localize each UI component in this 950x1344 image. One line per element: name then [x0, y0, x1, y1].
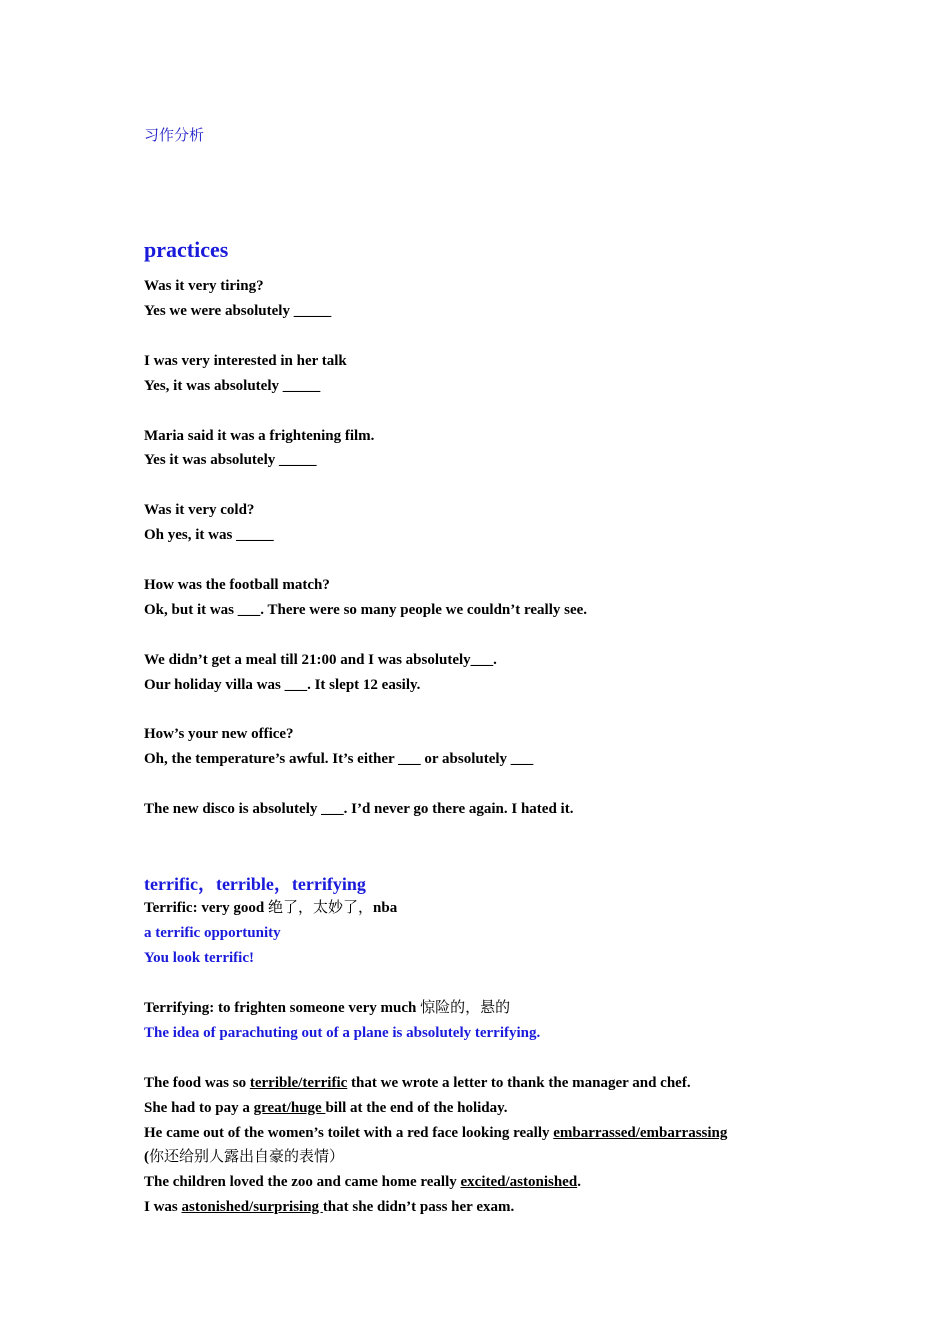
exercise-sentence-3	[144, 1123, 727, 1143]
practice-question-3: Maria said it was a frightening film.	[144, 428, 375, 444]
practice-question-7: How’s your new office?	[144, 726, 294, 742]
exercise-1-post: that we wrote a letter to thank the manager and chef.	[347, 1075, 691, 1091]
terrific-title: terrific，terrible，terrifying	[144, 874, 366, 894]
terrifying-example: The idea of parachuting out of a plane is absolutely terrifying.	[144, 1025, 541, 1041]
exercise-2-choice: great/huge	[253, 1100, 326, 1116]
practice-question-6: We didn’t get a meal till 21:00 and I was absolutely___.	[144, 652, 497, 668]
terrifying-definition	[144, 998, 510, 1018]
exercise-3-choice: embarrassed/embarrassing	[553, 1125, 728, 1141]
practice-answer-7: Oh, the temperature’s awful. It’s either ___ or absolutely ___	[144, 751, 534, 767]
practices-title: practices	[144, 237, 229, 262]
terrifying-definition-cn: 惊险的，悬的	[420, 1000, 511, 1016]
practice-last: The new disco is absolutely ___. I’d never go there again. I hated it.	[144, 801, 574, 817]
exercise-4-post: .	[577, 1174, 581, 1190]
practice-answer-4: Oh yes, it was _____	[144, 527, 274, 543]
practice-answer-5: Ok, but it was ___. There were so many people we couldn’t really see.	[144, 602, 588, 618]
practice-question-1: Was it very tiring?	[144, 278, 264, 294]
practice-question-5: How was the football match?	[144, 577, 330, 593]
exercise-2-pre: She had to pay a	[144, 1100, 254, 1116]
exercise-5-choice: astonished/surprising	[181, 1199, 323, 1215]
terrific-example-1: a terrific opportunity	[144, 925, 281, 941]
exercise-4-pre: The children loved the zoo and came home really	[144, 1174, 461, 1190]
exercise-3-note-open: (	[144, 1149, 149, 1165]
terrific-definition-en: Terrific: very good	[144, 900, 268, 916]
terrifying-definition-en: Terrifying: to frighten someone very much	[144, 1000, 421, 1016]
practice-question-2: I was very interested in her talk	[144, 353, 347, 369]
exercise-5-post: that she didn’t pass her exam.	[322, 1199, 515, 1215]
terrific-definition-tail: nba	[373, 900, 398, 916]
practice-answer-2: Yes, it was absolutely _____	[144, 378, 321, 394]
exercise-sentence-2	[144, 1098, 508, 1118]
exercise-sentence-1	[144, 1073, 691, 1093]
exercise-3-pre: He came out of the women’s toilet with a red face looking really	[144, 1125, 554, 1141]
terrific-definition	[144, 898, 397, 918]
practice-question-4: Was it very cold?	[144, 502, 255, 518]
exercise-5-pre: I was	[144, 1199, 182, 1215]
exercise-2-post: bill at the end of the holiday.	[325, 1100, 508, 1116]
exercise-sentence-3-note	[144, 1147, 344, 1167]
practice-answer-1: Yes we were absolutely _____	[144, 303, 332, 319]
exercise-1-pre: The food was so	[144, 1075, 250, 1091]
terrific-example-2: You look terrific!	[144, 950, 254, 966]
terrific-definition-cn: 绝了，太妙了，	[268, 900, 374, 916]
exercise-sentence-4	[144, 1172, 581, 1192]
exercise-1-choice: terrible/terrific	[249, 1075, 348, 1091]
exercise-3-note-cn: 你还给别人露出自豪的表情）	[149, 1149, 345, 1165]
practice-answer-3: Yes it was absolutely _____	[144, 452, 317, 468]
exercise-4-choice: excited/astonished	[460, 1174, 578, 1190]
exercise-sentence-5	[144, 1197, 514, 1217]
top-label: 习作分析	[144, 128, 205, 144]
practice-answer-6: Our holiday villa was ___. It slept 12 easily.	[144, 677, 421, 693]
